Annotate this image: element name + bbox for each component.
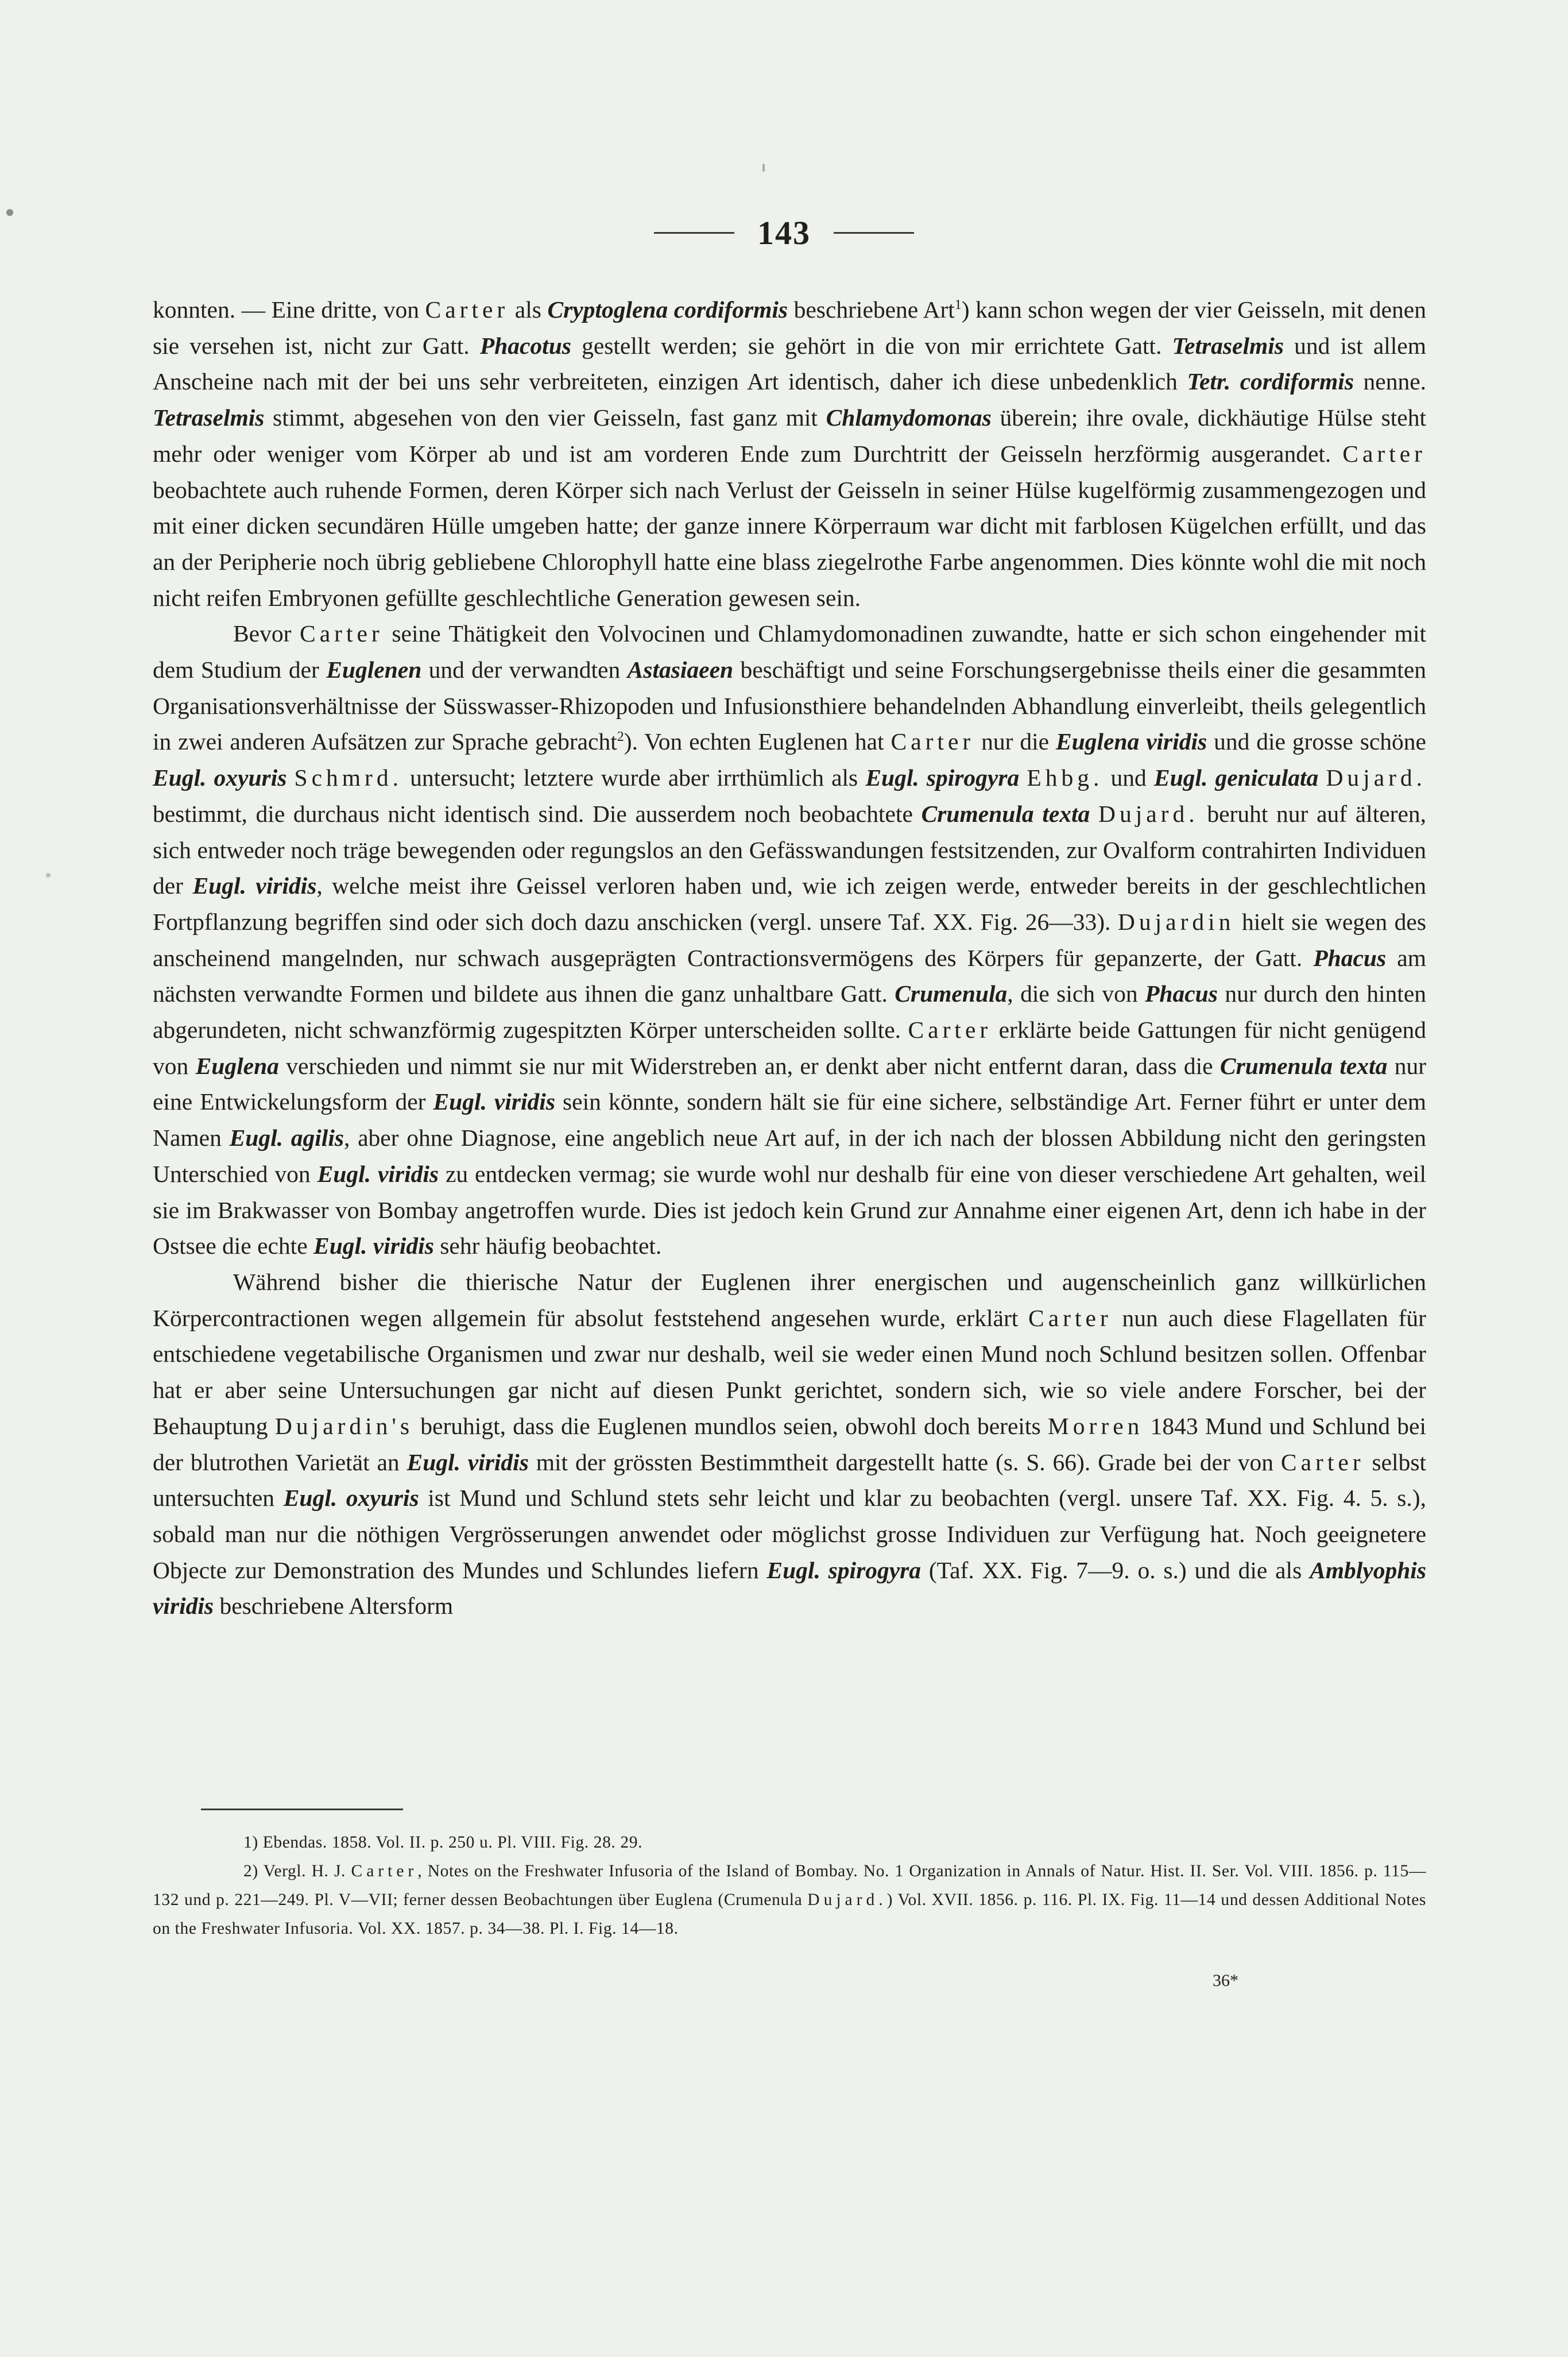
text-run: am nächsten verwandte Formen und bildete aus ihnen die ganz unhaltbare Gatt. (153, 944, 1426, 1007)
footnote-ref[interactable]: 2 (617, 729, 624, 745)
paragraph (153, 616, 1426, 1264)
text-run: seine Thätigkeit den Volvocinen und Chlamydomonadinen zuwandte, hatte er sich schon eingehender mit dem Studium der (153, 620, 1426, 683)
text-run (1318, 764, 1326, 791)
author-name: Carter (891, 728, 975, 755)
text-run: verschieden und nimmt sie nur mit Widerstreben an, er denkt aber nicht entfernt daran, dass die (278, 1052, 1220, 1079)
author-name: Carter (1028, 1304, 1112, 1331)
taxon-name: Euglenen (326, 656, 422, 683)
taxon-name: Euglena (195, 1052, 279, 1079)
text-run: gestellt werden; sie gehört in die von mir errichtete Gatt. (571, 332, 1172, 359)
text-run: beruht nur auf älteren, sich entweder noch träge bewegenden oder regungslos an den Gefässwandungen festsitzenden, zur Ovalform contrahirten Individuen der (153, 800, 1427, 899)
taxon-name: Eugl. viridis (192, 872, 317, 899)
taxon-name: Eugl. agilis (229, 1125, 344, 1152)
text-run: konnten. — Eine dritte, von (153, 296, 425, 323)
header-rule-right (834, 232, 914, 234)
author-name: Dujard. (807, 1891, 887, 1909)
text-run: als (509, 296, 548, 323)
text-run: , Notes on the Freshwater Infusoria of the Island of Bombay. No. 1 Organization in Annals of Natur. Hist. II. Ser. Vol. VIII. 1856. p. 115—132 und p. 221—249. Pl. V—VII; ferner dessen Beobachtungen über Euglena (Crumenula (153, 1862, 1426, 1909)
text-run: , aber ohne Diagnose, eine angeblich neue Art auf, in der ich nach der blossen Abbildung nicht den geringsten Unterschied von (153, 1125, 1426, 1187)
taxon-name: Cryptoglena cordiformis (547, 296, 788, 323)
author-name: Dujardin (1117, 908, 1235, 935)
text-run: ) Vol. XVII. 1856. p. 116. Pl. IX. Fig. 11—14 und dessen Additional Notes on the Freshwater Infusoria. Vol. XX. 1857. p. 34—38. Pl. I. Fig. 14—18. (153, 1891, 1426, 1938)
author-name: Carter (351, 1862, 418, 1880)
signature-mark: 36* (1213, 1971, 1238, 1990)
page-number: 143 (757, 214, 811, 252)
text-run: mit der grössten Bestimmtheit dargestellt hatte (s. S. 66). Grade bei der von (528, 1448, 1281, 1475)
taxon-name: Phacotus (479, 332, 571, 359)
author-name: Carter (1280, 1448, 1365, 1475)
taxon-name: Eugl. oxyuris (283, 1485, 419, 1512)
text-run: ) kann schon wegen der vier Geisseln, mit denen sie versehen ist, nicht zur Gatt. (153, 296, 1426, 359)
footnote-ref[interactable]: 1 (954, 297, 962, 313)
text-run: und der verwandten (421, 656, 628, 683)
taxon-name: Eugl. spirogyra (766, 1556, 922, 1583)
body-text (153, 292, 1426, 1624)
text-run: beschäftigt und seine Forschungsergebnisse theils einer die gesammten Organisationsverhältnisse der Süsswasser-Rhizopoden und Infusionsthiere behandelnden Abhandlung einverleibt, theils gelegentlich in zwei anderen Aufsätzen zur Sprache gebracht (153, 656, 1426, 755)
author-name: Dujard. (1098, 800, 1199, 827)
footnotes (153, 1828, 1426, 1943)
taxon-name: Crumenula (895, 980, 1008, 1007)
text-run: überein; ihre ovale, dickhäutige Hülse steht mehr oder weniger vom Körper ab und ist am vorderen Ende zum Durchtritt der Geisseln herzförmig ausgerandet. (153, 404, 1426, 467)
taxon-name: Eugl. viridis (317, 1160, 439, 1187)
text-run: nenne. (1353, 368, 1426, 395)
paper-speck (762, 164, 765, 172)
author-name: Carter (425, 296, 509, 323)
text-run (1090, 801, 1098, 827)
paper-speck (6, 209, 13, 216)
paragraph (153, 292, 1426, 616)
text-run: sehr häufig beobachtet. (433, 1232, 662, 1259)
text-run: 1843 Mund und Schlund bei der blutrothen Varietät an (153, 1412, 1426, 1475)
text-run: nur die (974, 728, 1056, 755)
text-run: hielt sie wegen des anscheinend mangelnden, nur schwach ausgeprägten Contractionsvermögens des Körpers für gepanzerte, der Gatt. (153, 908, 1426, 971)
taxon-name: Phacus (1313, 944, 1387, 971)
text-run: Während bisher die thierische Natur der Euglenen ihrer energischen und augenscheinlich ganz willkürlichen Körpercontractionen wegen allgemein für absolut feststehend angesehen wurde, erklärt (153, 1268, 1426, 1331)
taxon-name: Eugl. geniculata (1153, 764, 1319, 791)
author-name: Dujardin's (274, 1412, 413, 1439)
taxon-name: Tetraselmis (1172, 332, 1284, 359)
text-run: nun auch diese Flagellaten für entschiedene vegetabilische Organismen und zwar nur deshalb, weil sie weder einen Mund noch Schlund besitzen sollen. Offenbar hat er aber seine Untersuchungen gar nicht auf diesen Punkt gerichtet, sondern sich, wie so viele andere Forscher, bei der Behauptung (153, 1304, 1427, 1439)
taxon-name: Astasiaeen (627, 656, 734, 683)
text-run: (Taf. XX. Fig. 7—9. o. s.) und die als (921, 1556, 1310, 1583)
taxon-name: Euglena viridis (1055, 728, 1207, 755)
text-run: sein könnte, sondern hält sie für eine sichere, selbständige Art. Ferner führt er unter dem Namen (153, 1088, 1426, 1152)
author-name: Dujard. (1326, 764, 1427, 791)
text-run: erklärte beide Gattungen für nicht genügend von (153, 1017, 1427, 1079)
text-run: nur eine Entwickelungsform der (153, 1052, 1427, 1115)
taxon-name: Eugl. viridis (433, 1088, 555, 1115)
text-run: beschriebene Art (788, 296, 955, 323)
text-run: bestimmt, die durchaus nicht identisch sind. Die ausserdem noch beobachtete (153, 800, 922, 827)
taxon-name: Amblyophis viridis (153, 1556, 1426, 1620)
taxon-name: Tetraselmis (153, 404, 265, 431)
header-rule-left (654, 232, 734, 234)
text-run (287, 764, 294, 791)
taxon-name: Eugl. viridis (313, 1232, 434, 1259)
taxon-name: Crumenula texta (921, 800, 1090, 827)
paper-speck (46, 873, 51, 878)
taxon-name: Eugl. spirogyra (865, 764, 1020, 791)
text-run: , die sich von (1007, 980, 1145, 1007)
text-run: beruhigt, dass die Euglenen mundlos seien, obwohl doch bereits (413, 1412, 1048, 1439)
footnote (153, 1857, 1426, 1943)
taxon-name: Chlamydomonas (826, 404, 992, 431)
paragraph (153, 1264, 1426, 1624)
text-run: und die grosse schöne (1207, 728, 1426, 755)
taxon-name: Tetr. cordiformis (1187, 368, 1354, 395)
text-run: selbst untersuchten (153, 1448, 1427, 1512)
text-run: , welche meist ihre Geissel verloren haben und, wie ich zeigen werde, entweder bereits in der geschlechtlichen Fortpflanzung begriffen sind oder sich doch dazu anschicken (vergl. unsere Taf. XX. Fig. 26—33). (153, 872, 1426, 935)
text-run: ). Von echten Euglenen hat (624, 728, 891, 755)
taxon-name: Eugl. viridis (406, 1448, 529, 1475)
taxon-name: Eugl. oxyuris (153, 764, 287, 791)
page-header (0, 214, 1568, 252)
text-run (1019, 764, 1027, 791)
footnote-separator (201, 1809, 403, 1810)
text-run: untersucht; letztere wurde aber irrthümlich als (402, 764, 866, 791)
text-run: zu entdecken vermag; sie wurde wohl nur deshalb für eine von dieser verschiedene Art gehalten, weil sie im Brakwasser von Bombay angetroffen wurde. Dies ist jedoch kein Grund zur Annahme einer eigenen Art, denn ich habe in der Ostsee die echte (153, 1160, 1426, 1259)
text-run: 2) Vergl. H. J. (243, 1862, 351, 1880)
text-run: stimmt, abgesehen von den vier Geisseln, fast ganz mit (264, 404, 826, 431)
text-run: beobachtete auch ruhende Formen, deren Körper sich nach Verlust der Geisseln in seiner Hülse kugelförmig zusammengezogen und mit einer dicken secundären Hülle umgeben hatte; der ganze innere Körperraum war dicht mit farblosen Kügelchen erfüllt, und das an der Peripherie noch übrig gebliebene Chlorophyll hatte eine blass ziegelrothe Farbe angenommen. Dies könnte wohl die mit noch nicht reifen Embryonen gefüllte geschlechtliche Generation gewesen sein. (153, 476, 1426, 611)
taxon-name: Phacus (1145, 980, 1218, 1007)
text-run: beschriebene Altersform (214, 1593, 454, 1620)
author-name: Carter (300, 620, 384, 647)
author-name: Carter (1342, 440, 1426, 467)
text-run: ist Mund und Schlund stets sehr leicht und klar zu beobachten (vergl. unsere Taf. XX. Fig. 4. 5. s.), sobald man nur die nöthigen Vergrösserungen anwendet oder möglichst grosse Individuen zur Verfügung hat. Noch geeignetere Objecte zur Demonstration des Mundes und Schlundes liefern (153, 1485, 1427, 1583)
text-run: und ist allem Anscheine nach mit der bei uns sehr verbreiteten, einzigen Art identisch, daher ich diese unbedenklich (153, 332, 1427, 395)
taxon-name: Crumenula texta (1219, 1052, 1388, 1079)
text-run: nur durch den hinten abgerundeten, nicht schwanzförmig zugespitzten Körper unterscheiden sollte. (153, 980, 1426, 1044)
author-name: Schmrd. (294, 764, 402, 791)
author-name: Carter (908, 1017, 992, 1044)
author-name: Morren (1047, 1412, 1144, 1439)
author-name: Ehbg. (1027, 764, 1104, 791)
text-run: 1) Ebendas. 1858. Vol. II. p. 250 u. Pl. VIII. Fig. 28. 29. (243, 1833, 643, 1852)
footnote (153, 1828, 1426, 1857)
text-run: Bevor (233, 620, 300, 647)
text-run: und (1103, 764, 1154, 791)
